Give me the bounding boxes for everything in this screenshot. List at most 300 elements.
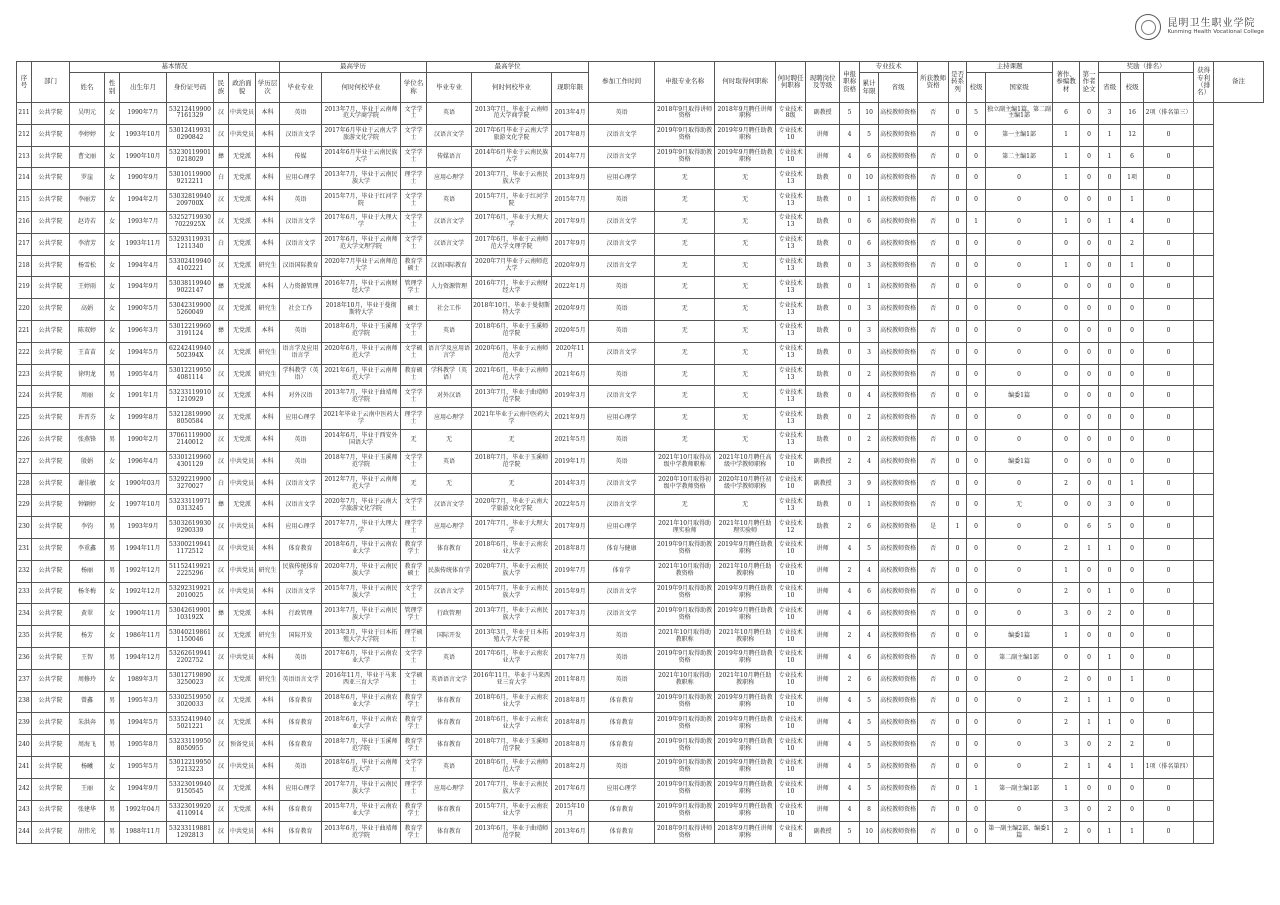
table-cell: 2 — [1099, 604, 1121, 626]
table-cell: 2020年7月毕业于云南师范大学 — [472, 255, 552, 277]
table-cell: 助教 — [806, 211, 840, 233]
header-award-prov: 省级 — [1099, 73, 1121, 103]
table-cell: 无党派 — [229, 211, 256, 233]
table-cell: 2016年11月，毕业于马来西亚三育大学 — [472, 669, 552, 691]
table-cell: 女 — [105, 582, 120, 604]
table-cell: 0 — [1144, 429, 1194, 451]
table-cell: 文学学士 — [401, 756, 427, 778]
table-cell: 否 — [918, 604, 949, 626]
table-cell: 周海飞 — [70, 735, 105, 757]
table-cell: 公共学院 — [32, 103, 70, 125]
table-cell: 6 — [860, 517, 879, 539]
header-nation: 民族 — [214, 73, 229, 103]
table-cell: 无 — [655, 364, 715, 386]
table-cell: 李钧 — [70, 517, 105, 539]
table-cell: 0 — [967, 429, 986, 451]
table-cell: 2018年8月 — [552, 538, 589, 560]
table-cell: 0 — [967, 255, 986, 277]
table-cell: 1990年03月 — [120, 473, 167, 495]
table-cell: 1991年1月 — [120, 386, 167, 408]
table-cell: 讲师 — [806, 647, 840, 669]
table-cell: 1 — [1099, 582, 1121, 604]
table-cell: 2017年7月，毕业于大理大学 — [322, 517, 401, 539]
table-cell: 教育学学士 — [401, 538, 427, 560]
table-cell: 0 — [1053, 342, 1080, 364]
table-cell: 2015年7月，毕业于红河学院 — [472, 190, 552, 212]
table-cell: 2019年9月聘任助教职称 — [715, 146, 776, 168]
table-cell: 预备党员 — [229, 735, 256, 757]
table-cell: 0 — [967, 233, 986, 255]
table-cell: 中共党员 — [229, 538, 256, 560]
table-cell — [1194, 822, 1214, 844]
table-cell: 1989年3月 — [120, 669, 167, 691]
table-cell: 0 — [1080, 146, 1099, 168]
table-cell: 0 — [986, 538, 1053, 560]
table-cell: 1996年4月 — [120, 451, 167, 473]
table-cell: 0 — [1099, 320, 1121, 342]
table-cell: 1 — [1053, 124, 1080, 146]
table-cell: 233 — [17, 582, 32, 604]
table-cell: 专业技术10 — [776, 669, 806, 691]
table-cell: 女 — [105, 255, 120, 277]
table-cell: 汉语言文学 — [589, 211, 655, 233]
table-cell: 英语 — [589, 103, 655, 125]
table-cell: 无 — [715, 190, 776, 212]
table-cell: 本科 — [256, 386, 280, 408]
table-cell: 女 — [105, 146, 120, 168]
table-cell: 助教 — [806, 168, 840, 190]
table-cell: 否 — [918, 778, 949, 800]
table-cell: 2019年9月聘任助教职称 — [715, 691, 776, 713]
table-cell: 2021年10月取得助教资格 — [655, 560, 715, 582]
table-cell: 无党派 — [229, 604, 256, 626]
table-cell: 4 — [840, 582, 860, 604]
table-cell: 2018年8月 — [552, 691, 589, 713]
table-cell: 10 — [860, 103, 879, 125]
table-cell: 2018年8月 — [552, 735, 589, 757]
table-cell: 本科 — [256, 124, 280, 146]
table-cell: 0 — [949, 756, 967, 778]
table-cell: 英语 — [280, 429, 322, 451]
table-cell: 否 — [918, 408, 949, 430]
table-cell: 高校教师资格 — [879, 582, 918, 604]
table-cell: 汉语言文学 — [589, 473, 655, 495]
table-cell: 语言学及应用语言学 — [280, 342, 322, 364]
header-works: 著作、参编教材 — [1053, 62, 1080, 103]
table-cell: 1992年12月 — [120, 582, 167, 604]
table-cell: 专业技术13 — [776, 211, 806, 233]
table-cell: 6 — [860, 233, 879, 255]
table-cell: 2013年9月 — [552, 168, 589, 190]
table-cell: 无党派 — [229, 778, 256, 800]
table-cell: 应用心理学 — [427, 408, 472, 430]
table-cell: 否 — [918, 473, 949, 495]
table-cell: 2018年6月，毕业于云南农业大学 — [472, 538, 552, 560]
table-cell: 专业技术10 — [776, 800, 806, 822]
table-cell: 0 — [1144, 386, 1194, 408]
table-cell: 人力资源管理 — [280, 277, 322, 299]
table-cell: 0 — [1144, 233, 1194, 255]
table-cell: 0 — [1080, 451, 1099, 473]
table-cell: 0 — [1080, 168, 1099, 190]
table-cell: 0 — [949, 647, 967, 669]
table-cell: 本科 — [256, 233, 280, 255]
table-cell: 无 — [655, 495, 715, 517]
table-cell: 2019年9月聘任助教职称 — [715, 647, 776, 669]
table-cell — [1194, 669, 1214, 691]
table-cell — [1194, 626, 1214, 648]
table-cell: 文学学士 — [401, 495, 427, 517]
table-cell: 2018年6月，毕业于云南师范大学 — [472, 756, 552, 778]
table-cell: 0 — [967, 822, 986, 844]
table-cell: 0 — [949, 669, 967, 691]
table-cell: 0 — [967, 517, 986, 539]
table-cell: 1 — [1121, 255, 1144, 277]
table-cell — [1194, 429, 1214, 451]
table-cell: 1994年4月 — [120, 255, 167, 277]
table-cell: 否 — [918, 691, 949, 713]
table-cell: 女 — [105, 277, 120, 299]
table-cell: 专业技术13 — [776, 320, 806, 342]
table-cell: 教育学学士 — [401, 822, 427, 844]
table-cell: 助教 — [806, 364, 840, 386]
table-cell: 体育教育 — [280, 735, 322, 757]
table-cell: 53032819940209700X — [167, 190, 214, 212]
table-cell — [1194, 647, 1214, 669]
table-cell: 218 — [17, 255, 32, 277]
table-cell: 专业技术10 — [776, 778, 806, 800]
table-cell: 许晋芬 — [70, 408, 105, 430]
table-cell: 专业技术13 — [776, 255, 806, 277]
table-cell: 高校教师资格 — [879, 756, 918, 778]
table-cell: 0 — [967, 604, 986, 626]
table-cell: 1 — [1053, 778, 1080, 800]
table-cell: 本科 — [256, 822, 280, 844]
table-cell: 本科 — [256, 756, 280, 778]
table-cell: 5 — [860, 713, 879, 735]
table-cell: 王婷雨 — [70, 277, 105, 299]
table-cell: 533002199411172512 — [167, 538, 214, 560]
table-row — [17, 451, 1264, 473]
table-cell: 2019年9月取得助教资格 — [655, 756, 715, 778]
table-cell: 第二副主编1部 — [986, 647, 1053, 669]
table-cell: 0 — [986, 691, 1053, 713]
table-cell: 2021年6月 — [552, 364, 589, 386]
table-cell: 530423199005260049 — [167, 299, 214, 321]
table-cell: 应用心理学 — [589, 408, 655, 430]
table-cell: 0 — [1144, 255, 1194, 277]
table-cell: 无 — [715, 255, 776, 277]
table-cell: 无党派 — [229, 713, 256, 735]
table-cell: 0 — [1080, 778, 1099, 800]
table-cell: 0 — [949, 582, 967, 604]
table-cell: 第二主编1部 — [986, 146, 1053, 168]
table-cell: 0 — [1144, 582, 1194, 604]
table-cell: 2018年6月，毕业于云南农业大学 — [322, 538, 401, 560]
table-cell: 1 — [1053, 560, 1080, 582]
table-cell: 汉 — [214, 190, 229, 212]
table-cell: 本科 — [256, 691, 280, 713]
table-cell: 2018年7月，毕业于玉溪师范学院 — [472, 451, 552, 473]
table-cell: 234 — [17, 604, 32, 626]
table-cell: 0 — [986, 299, 1053, 321]
table-cell: 532931199311211340 — [167, 233, 214, 255]
table-cell: 1993年7月 — [120, 211, 167, 233]
table-cell: 白 — [214, 168, 229, 190]
table-cell: 0 — [1121, 320, 1144, 342]
table-cell: 王苗苗 — [70, 342, 105, 364]
table-cell: 文学学士 — [401, 320, 427, 342]
table-cell: 2019年9月聘任助教职称 — [715, 582, 776, 604]
table-cell: 男 — [105, 429, 120, 451]
table-cell: 1992年04月 — [120, 800, 167, 822]
table-cell: 0 — [967, 168, 986, 190]
table-cell: 1 — [1099, 647, 1121, 669]
table-cell: 对外汉语 — [427, 386, 472, 408]
table-cell: 1 — [1080, 713, 1099, 735]
table-cell: 女 — [105, 626, 120, 648]
table-cell: 高校教师资格 — [879, 800, 918, 822]
table-cell: 2020年7月，毕业于云南民族大学 — [472, 560, 552, 582]
table-cell: 3 — [860, 255, 879, 277]
table-cell: 2019年9月取得助教资格 — [655, 735, 715, 757]
table-row — [17, 408, 1264, 430]
table-cell: 2013年4月 — [552, 103, 589, 125]
table-cell: 5 — [967, 103, 986, 125]
table-cell — [1194, 364, 1214, 386]
table-cell: 体育教育 — [280, 691, 322, 713]
table-cell: 0 — [949, 103, 967, 125]
table-cell: 5 — [1099, 517, 1121, 539]
table-cell: 2012年7月，毕业于云南师范大学 — [322, 473, 401, 495]
table-row — [17, 538, 1264, 560]
table-row — [17, 560, 1264, 582]
table-cell: 224 — [17, 386, 32, 408]
table-cell: 1990年10月 — [120, 146, 167, 168]
table-cell: 0 — [1144, 778, 1194, 800]
table-cell: 0 — [840, 429, 860, 451]
table-cell: 讲师 — [806, 604, 840, 626]
table-cell: 5 — [860, 778, 879, 800]
table-cell: 黄翠 — [70, 604, 105, 626]
table-cell: 专业技术12 — [776, 517, 806, 539]
table-cell: 公共学院 — [32, 495, 70, 517]
table-cell: 244 — [17, 822, 32, 844]
table-cell: 0 — [1099, 190, 1121, 212]
table-cell: 无 — [472, 473, 552, 495]
table-cell: 0 — [1080, 473, 1099, 495]
table-cell: 0 — [1053, 277, 1080, 299]
table-cell: 汉 — [214, 669, 229, 691]
table-cell: 学科教学（英语） — [280, 364, 322, 386]
table-cell: 体育教育 — [427, 538, 472, 560]
table-cell: 钟颖婷 — [70, 495, 105, 517]
table-cell: 0 — [949, 277, 967, 299]
table-cell: 汉语言文学 — [280, 495, 322, 517]
table-cell: 1 — [1121, 473, 1144, 495]
table-cell: 2 — [1053, 538, 1080, 560]
table-cell: 无 — [427, 473, 472, 495]
table-cell: 中共党员 — [229, 451, 256, 473]
header-teacher-cert: 所获教师资格 — [918, 62, 949, 103]
table-cell: 英语 — [589, 626, 655, 648]
table-cell: 无 — [401, 429, 427, 451]
table-cell: 2019年9月聘任助教职称 — [715, 713, 776, 735]
table-cell: 4 — [1121, 211, 1144, 233]
table-cell: 助教 — [806, 429, 840, 451]
table-cell: 公共学院 — [32, 386, 70, 408]
table-cell — [1194, 800, 1214, 822]
table-cell: 无 — [715, 364, 776, 386]
table-cell: 6 — [860, 669, 879, 691]
table-row — [17, 255, 1264, 277]
table-cell: 否 — [918, 342, 949, 364]
table-cell: 4 — [860, 560, 879, 582]
table-cell: 0 — [1053, 320, 1080, 342]
table-cell: 2021年5月 — [552, 429, 589, 451]
table-cell: 0 — [840, 342, 860, 364]
table-cell: 理学学士 — [401, 517, 427, 539]
table-cell: 3 — [1053, 735, 1080, 757]
table-cell: 白 — [214, 233, 229, 255]
table-cell: 0 — [1099, 429, 1121, 451]
table-cell: 无 — [715, 386, 776, 408]
table-cell: 2019年9月聘任助教职称 — [715, 756, 776, 778]
table-cell: 否 — [918, 713, 949, 735]
table-cell: 否 — [918, 211, 949, 233]
table-cell: 教育学硕士 — [401, 560, 427, 582]
table-cell: 助教 — [806, 320, 840, 342]
table-cell: 2020年5月 — [552, 320, 589, 342]
table-cell: 0 — [1121, 713, 1144, 735]
table-cell: 高校教师资格 — [879, 211, 918, 233]
table-cell: 533230199409150545 — [167, 778, 214, 800]
header-id: 身份证号码 — [167, 73, 214, 103]
table-cell: 高校教师资格 — [879, 320, 918, 342]
table-cell: 2019年9月取得助教资格 — [655, 538, 715, 560]
group-projects: 主持课题 — [967, 62, 1053, 73]
table-cell: 英语 — [280, 647, 322, 669]
table-cell: 无 — [427, 429, 472, 451]
table-cell: 体育教育 — [589, 800, 655, 822]
group-basic: 基本情况 — [70, 62, 280, 73]
table-cell: 5 — [860, 124, 879, 146]
table-cell: 0 — [967, 364, 986, 386]
table-cell: 0 — [1121, 778, 1144, 800]
table-cell: 0 — [949, 822, 967, 844]
table-cell: 应用心理学 — [427, 168, 472, 190]
table-cell: 英语 — [589, 669, 655, 691]
table-cell: 无党派 — [229, 277, 256, 299]
table-cell: 2 — [1053, 691, 1080, 713]
table-cell: 222 — [17, 342, 32, 364]
table-cell — [1194, 168, 1214, 190]
table-cell: 2018年10月，毕业于曼彻斯特大学 — [322, 299, 401, 321]
table-cell: 王丽 — [70, 778, 105, 800]
header-seq: 序号 — [17, 62, 32, 103]
table-cell: 否 — [918, 822, 949, 844]
table-row — [17, 517, 1264, 539]
table-cell: 汉语言文学 — [427, 582, 472, 604]
table-cell: 无党派 — [229, 320, 256, 342]
table-cell: 研究生 — [256, 560, 280, 582]
table-cell: 汉 — [214, 429, 229, 451]
header-appoint-time: 何时聘任何职称 — [776, 62, 806, 103]
table-cell — [1194, 299, 1214, 321]
table-cell: 传媒语言 — [427, 146, 472, 168]
table-cell: 高校教师资格 — [879, 386, 918, 408]
table-cell: 0 — [967, 560, 986, 582]
table-cell: 高校教师资格 — [879, 495, 918, 517]
table-cell: 2017年6月，毕业于云南农业大学 — [322, 647, 401, 669]
table-cell: 2019年9月取得助教资格 — [655, 778, 715, 800]
table-cell: 2017年6月，毕业于云南农业大学 — [472, 647, 552, 669]
table-cell: 无党派 — [229, 168, 256, 190]
table-cell: 0 — [840, 299, 860, 321]
table-cell: 胡伟光 — [70, 822, 105, 844]
table-cell: 0 — [949, 713, 967, 735]
table-cell: 体育教育 — [280, 800, 322, 822]
table-cell: 女 — [105, 233, 120, 255]
table-cell: 530402198611150046 — [167, 626, 214, 648]
table-cell: 2021年10月聘任高级中学教师职称 — [715, 451, 776, 473]
table-cell: 社会工作 — [427, 299, 472, 321]
table-cell: 汉语言文学 — [589, 495, 655, 517]
table-cell: 讲师 — [806, 669, 840, 691]
table-cell: 9 — [860, 473, 879, 495]
table-cell: 2017年3月 — [552, 604, 589, 626]
table-cell: 2021年10月聘任助教职称 — [715, 669, 776, 691]
table-cell: 英语 — [427, 103, 472, 125]
table-cell: 2017年7月，毕业于云南民族大学 — [322, 778, 401, 800]
table-cell: 0 — [967, 800, 986, 822]
table-cell: 管理学学士 — [401, 277, 427, 299]
table-cell: 女 — [105, 473, 120, 495]
table-cell: 公共学院 — [32, 364, 70, 386]
table-cell: 0 — [986, 190, 1053, 212]
table-cell: 本科 — [256, 538, 280, 560]
table-cell: 中共党员 — [229, 582, 256, 604]
table-cell: 汉语言文学 — [280, 211, 322, 233]
table-cell: 应用心理学 — [280, 517, 322, 539]
table-cell: 4 — [860, 451, 879, 473]
table-cell — [1194, 342, 1214, 364]
table-cell: 0 — [967, 320, 986, 342]
table-cell: 0 — [1080, 408, 1099, 430]
table-cell: 汉 — [214, 647, 229, 669]
table-cell: 213 — [17, 146, 32, 168]
table-cell: 管理学学士 — [401, 604, 427, 626]
table-cell: 高校教师资格 — [879, 778, 918, 800]
table-cell: 高校教师资格 — [879, 451, 918, 473]
table-row — [17, 604, 1264, 626]
table-cell: 1995年3月 — [120, 691, 167, 713]
table-cell: 1 — [1053, 626, 1080, 648]
table-cell: 0 — [1121, 342, 1144, 364]
table-cell: 0 — [1080, 255, 1099, 277]
table-cell: 专业技术13 — [776, 408, 806, 430]
table-cell: 无 — [655, 320, 715, 342]
table-cell: 2013年3月，毕业于日本拓殖大学大学院 — [472, 626, 552, 648]
table-cell: 0 — [986, 429, 1053, 451]
table-cell: 无 — [655, 342, 715, 364]
table-cell: 1 — [1099, 713, 1121, 735]
table-cell: 530101199009212211 — [167, 168, 214, 190]
table-cell: 0 — [1144, 647, 1194, 669]
table-cell: 2017年7月，毕业于云南民族大学 — [472, 778, 552, 800]
table-cell: 0 — [986, 756, 1053, 778]
table-cell: 杨芳 — [70, 626, 105, 648]
